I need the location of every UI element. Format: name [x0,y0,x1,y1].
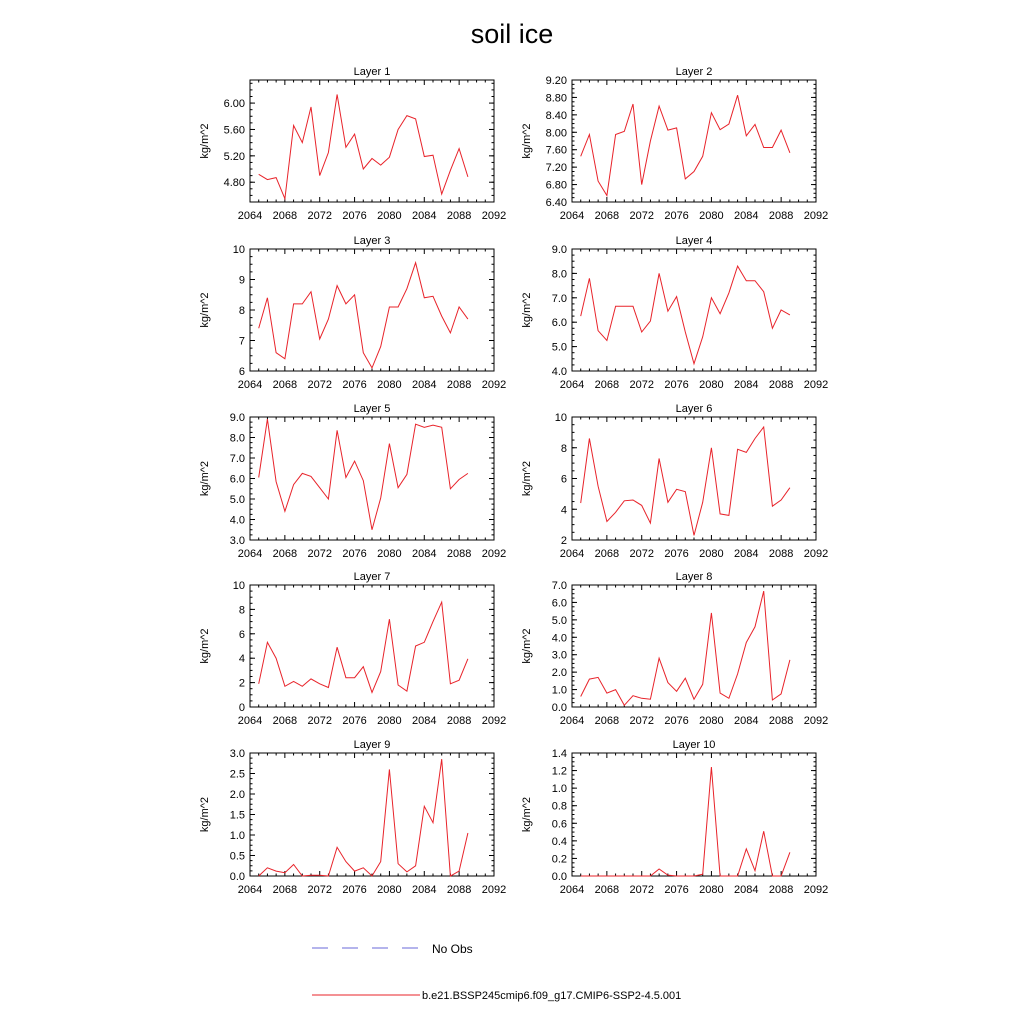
y-axis-label: kg/m^2 [521,292,533,328]
x-tick-label: 2084 [412,210,437,222]
x-tick-label: 2092 [803,548,829,560]
panel-layer-2 [521,66,828,222]
y-tick-label: 0 [238,702,245,714]
y-tick-label: 6 [560,473,567,486]
x-tick-label: 2076 [342,379,367,391]
x-tick-label: 2092 [481,884,507,896]
x-tick-label: 2084 [734,884,759,896]
x-tick-label: 2076 [664,884,689,896]
panel-title: Layer 10 [672,739,716,751]
y-tick-label: 2.0 [229,789,245,801]
x-tick-label: 2088 [446,715,472,727]
y-tick-label: 1.5 [229,809,245,822]
panel-title: Layer 7 [353,571,391,583]
panel-title: Layer 1 [353,66,391,78]
series-line [581,95,790,195]
x-tick-label: 2080 [377,379,402,391]
y-tick-label: 8.0 [551,268,567,281]
y-axis-label: kg/m^2 [521,796,533,833]
x-tick-label: 2084 [412,715,437,727]
y-tick-label: 2.0 [551,667,567,680]
y-tick-label: 8.0 [229,432,245,445]
x-tick-label: 2080 [699,379,724,391]
series-line [259,419,468,530]
x-tick-label: 2088 [768,884,794,896]
y-tick-label: 6.40 [545,197,567,209]
plot-frame [250,753,494,876]
y-tick-label: 5.60 [223,124,245,137]
plot-frame [572,249,816,371]
y-tick-label: 0.0 [551,702,567,714]
x-tick-label: 2064 [559,715,585,727]
y-tick-label: 0.6 [551,818,567,831]
y-tick-label: 9.0 [229,412,245,424]
y-tick-label: 6 [238,366,245,378]
x-tick-label: 2068 [594,379,620,391]
y-tick-label: 3.0 [229,748,245,760]
y-tick-label: 5.0 [551,614,567,627]
series-line [259,759,468,876]
x-tick-label: 2076 [664,379,689,391]
y-tick-label: 1.0 [229,830,245,842]
plot-frame [572,585,816,707]
y-tick-label: 8 [238,604,245,617]
x-tick-label: 2092 [803,379,829,391]
figure-title: soil ice [470,19,554,49]
y-tick-label: 3.0 [551,649,567,662]
legend [312,942,681,1002]
y-tick-label: 9 [238,274,245,287]
y-tick-label: 4 [238,653,245,666]
y-axis-label: kg/m^2 [521,123,533,159]
x-tick-label: 2072 [307,379,332,391]
y-tick-label: 0.5 [229,850,245,863]
panel-layer-6 [521,403,828,560]
x-tick-label: 2064 [237,884,263,896]
x-tick-label: 2092 [481,715,507,727]
x-tick-label: 2072 [629,548,654,560]
y-tick-label: 7.20 [545,162,567,175]
y-axis-label: kg/m^2 [199,628,211,664]
x-tick-label: 2076 [664,548,689,560]
x-tick-label: 2084 [734,548,759,560]
y-tick-label: 10 [232,580,245,592]
panel-title: Layer 9 [353,739,391,751]
legend-no-obs-label: No Obs [432,942,473,956]
y-tick-label: 10 [554,412,567,424]
x-tick-label: 2088 [768,210,794,222]
y-tick-label: 9.0 [551,244,567,256]
series-line [581,427,790,535]
x-tick-label: 2064 [237,548,263,560]
series-line [581,266,790,364]
x-tick-label: 2084 [734,379,759,391]
plot-frame [572,417,816,540]
x-tick-label: 2076 [342,548,367,560]
y-axis-label: kg/m^2 [521,460,533,497]
x-tick-label: 2092 [481,210,507,222]
x-tick-label: 2068 [594,715,620,727]
x-tick-label: 2068 [272,548,298,560]
y-tick-label: 8 [560,442,567,455]
y-tick-label: 4 [560,504,567,517]
x-tick-label: 2092 [803,715,829,727]
x-tick-label: 2064 [559,210,585,222]
x-tick-label: 2080 [377,548,402,560]
x-tick-label: 2068 [594,884,620,896]
panel-layer-4 [521,235,828,391]
x-tick-label: 2092 [803,884,829,896]
y-axis-label: kg/m^2 [199,796,211,833]
x-tick-label: 2092 [481,548,507,560]
x-tick-label: 2088 [446,548,472,560]
x-tick-label: 2068 [272,884,298,896]
y-tick-label: 1.2 [551,765,567,778]
y-tick-label: 6.00 [223,98,245,111]
y-tick-label: 1.0 [551,783,567,796]
x-tick-label: 2088 [768,548,794,560]
x-tick-label: 2076 [342,884,367,896]
y-tick-label: 7 [238,335,245,348]
x-tick-label: 2068 [272,379,298,391]
panel-layer-9 [199,739,506,896]
plot-frame [250,249,494,371]
y-tick-label: 4.0 [551,366,567,378]
y-tick-label: 0.8 [551,800,567,813]
y-tick-label: 2.5 [229,768,245,781]
series-line [259,602,468,692]
y-tick-label: 2 [560,535,567,547]
y-tick-label: 6.0 [551,597,567,610]
series-line [259,95,468,199]
panel-layer-5 [199,403,506,560]
y-tick-label: 8.40 [545,109,567,122]
x-tick-label: 2088 [446,884,472,896]
x-tick-label: 2068 [594,210,620,222]
x-tick-label: 2088 [768,715,794,727]
y-tick-label: 0.4 [551,835,567,848]
x-tick-label: 2076 [664,210,689,222]
panel-title: Layer 4 [675,235,713,247]
y-tick-label: 1.4 [551,748,567,760]
y-tick-label: 3.0 [229,535,245,547]
panel-layer-3 [199,235,506,391]
panel-title: Layer 3 [353,235,391,247]
y-axis-label: kg/m^2 [521,628,533,664]
x-tick-label: 2068 [272,715,298,727]
x-tick-label: 2084 [412,379,437,391]
legend-model-label: b.e21.BSSP245cmip6.f09_g17.CMIP6-SSP2-4.5.001 [422,990,682,1002]
y-tick-label: 7.0 [551,580,567,592]
x-tick-label: 2080 [377,884,402,896]
y-tick-label: 8.80 [545,92,567,105]
x-tick-label: 2072 [307,715,332,727]
x-tick-label: 2072 [307,884,332,896]
plot-frame [572,753,816,876]
x-tick-label: 2072 [629,884,654,896]
y-tick-label: 7.0 [229,453,245,465]
y-tick-label: 0.2 [551,853,567,866]
x-tick-label: 2080 [699,884,724,896]
x-tick-label: 2080 [377,715,402,727]
y-tick-label: 10 [232,244,245,256]
panel-title: Layer 2 [675,66,713,78]
x-tick-label: 2064 [237,210,263,222]
x-tick-label: 2064 [237,379,263,391]
x-tick-label: 2072 [307,210,332,222]
y-axis-label: kg/m^2 [199,292,211,328]
x-tick-label: 2072 [629,379,654,391]
y-tick-label: 2 [238,677,245,690]
y-tick-label: 9.20 [545,75,567,87]
x-tick-label: 2084 [734,210,759,222]
y-tick-label: 5.20 [223,150,245,163]
x-tick-label: 2076 [664,715,689,727]
series-line [259,263,468,368]
panel-layer-8 [521,571,828,727]
y-tick-label: 0.0 [229,871,245,883]
panel-title: Layer 6 [675,403,713,415]
y-axis-label: kg/m^2 [199,123,211,159]
x-tick-label: 2080 [699,548,724,560]
panel-layer-10 [521,739,828,896]
y-axis-label: kg/m^2 [199,460,211,497]
x-tick-label: 2064 [237,715,263,727]
y-tick-label: 7.0 [551,292,567,305]
x-tick-label: 2068 [594,548,620,560]
series-line [581,591,790,705]
panels [199,66,828,896]
x-tick-label: 2080 [377,210,402,222]
y-tick-label: 5.0 [229,494,245,506]
x-tick-label: 2064 [559,884,585,896]
x-tick-label: 2088 [446,210,472,222]
y-tick-label: 1.0 [551,684,567,697]
x-tick-label: 2068 [272,210,298,222]
x-tick-label: 2072 [629,715,654,727]
x-tick-label: 2064 [559,548,585,560]
x-tick-label: 2084 [412,548,437,560]
y-tick-label: 8.00 [545,127,567,140]
plot-frame [250,417,494,540]
y-tick-label: 7.60 [545,144,567,157]
y-tick-label: 4.0 [229,514,245,527]
y-tick-label: 5.0 [551,341,567,354]
panel-layer-7 [199,571,506,727]
y-tick-label: 6.0 [229,473,245,486]
y-tick-label: 6.0 [551,317,567,330]
x-tick-label: 2076 [342,210,367,222]
x-tick-label: 2088 [768,379,794,391]
y-tick-label: 0.0 [551,871,567,883]
series-line [581,767,790,876]
y-tick-label: 8 [238,305,245,317]
x-tick-label: 2080 [699,715,724,727]
x-tick-label: 2084 [734,715,759,727]
x-tick-label: 2072 [307,548,332,560]
x-tick-label: 2080 [699,210,724,222]
y-tick-label: 6 [238,628,245,641]
y-tick-label: 4.80 [223,177,245,190]
panel-title: Layer 8 [675,571,713,583]
y-tick-label: 6.80 [545,179,567,192]
plot-frame [250,585,494,707]
x-tick-label: 2084 [412,884,437,896]
y-tick-label: 4.0 [551,632,567,645]
x-tick-label: 2064 [559,379,585,391]
panel-layer-1 [199,66,506,222]
panel-title: Layer 5 [353,403,391,415]
x-tick-label: 2072 [629,210,654,222]
x-tick-label: 2092 [803,210,829,222]
x-tick-label: 2092 [481,379,507,391]
x-tick-label: 2076 [342,715,367,727]
x-tick-label: 2088 [446,379,472,391]
